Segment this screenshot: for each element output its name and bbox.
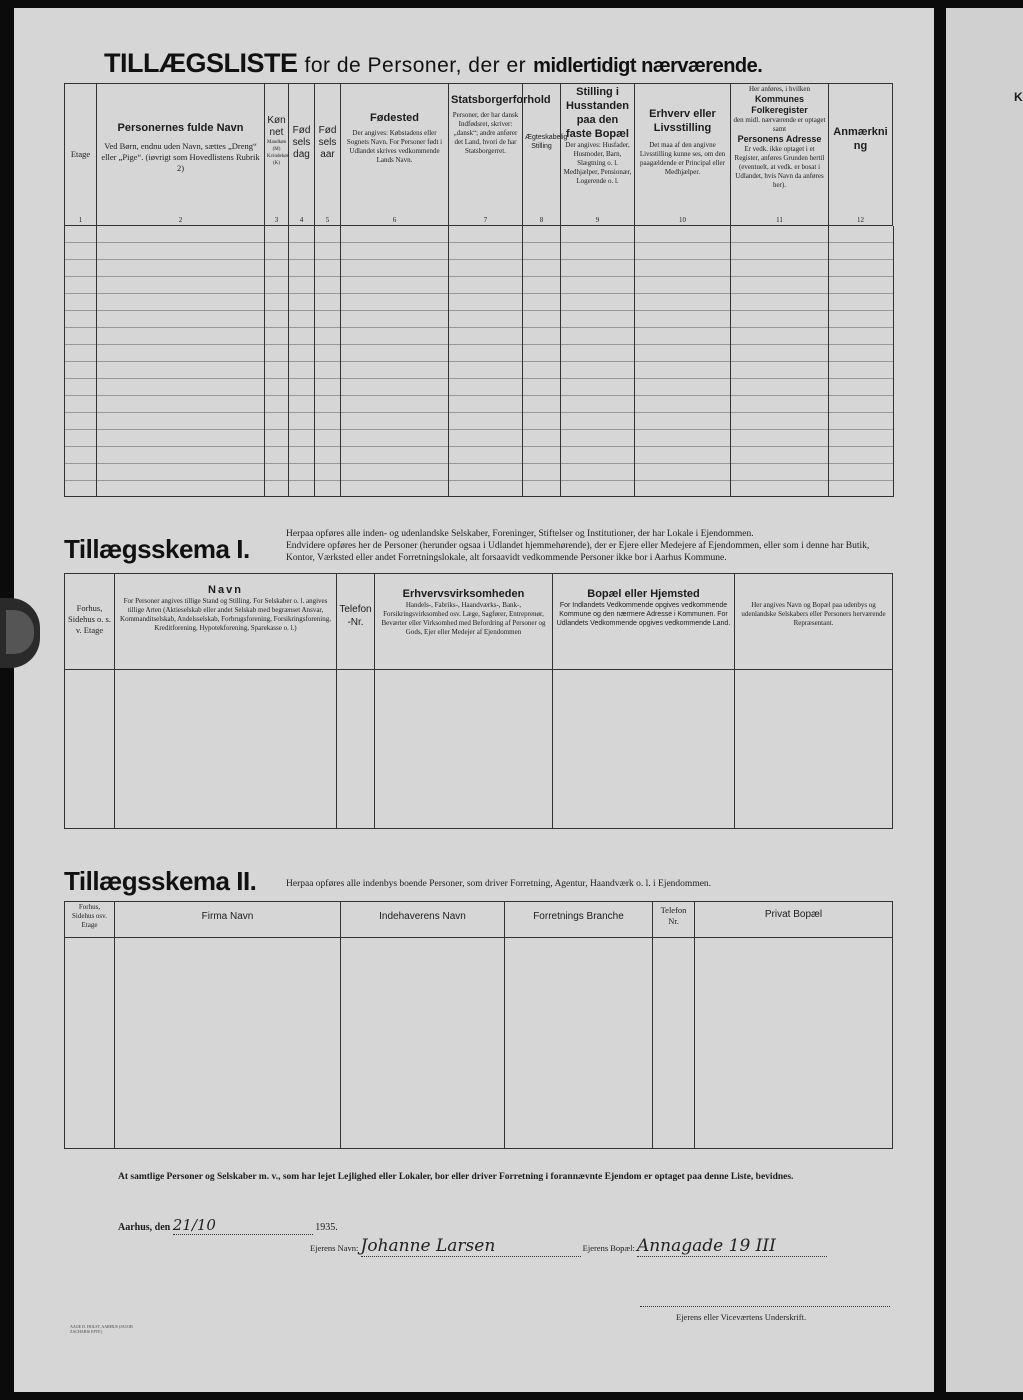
skema2-col-firma-label: Firma Navn xyxy=(201,911,254,922)
skema1-col-bopael-desc: For Indlandets Vedkommende opgives vedkommende Kommune og den nærmere Adresse i Kommunen. For Udlandets Vedkommende opgives vedkommende Land. xyxy=(556,602,731,627)
date-year: 1935. xyxy=(315,1222,338,1233)
skema1-col-floor xyxy=(65,574,115,670)
col-erhverv-label: Erhverv eller Livsstilling xyxy=(649,108,716,134)
col-num-5: 5 xyxy=(325,216,330,224)
col-aegteskab-label: Ægteskabelig Stilling xyxy=(525,134,568,150)
col-statsborger-desc: Personer, der har dansk Indfødsret, skriver: „dansk“; andre anfører det Land, hvori de har Statsborgerret. xyxy=(452,111,519,155)
owner-name-label: Ejerens Navn: xyxy=(310,1243,359,1253)
col-foedested-label: Fødested xyxy=(370,112,419,124)
col-navn-desc: Ved Børn, endnu uden Navn, sættes „Dreng“ eller „Pige“. (iøvrigt som Hovedlistens Rubrik 2) xyxy=(101,141,260,173)
col-husstand-desc: Der angives: Husfader, Husmoder, Barn, Slægtning o. l. Medhjælper, Pensionær, Logerende o. l. xyxy=(563,141,632,185)
col-foedselsaar xyxy=(315,84,341,226)
main-subtitle: for de Personer, der er xyxy=(304,54,527,77)
printer-mark: AAGE D. HOLST, AARHUS (JACOB ZACHARIS EFTF.) xyxy=(70,1324,133,1334)
col-folkeregister xyxy=(731,84,829,226)
col-etage xyxy=(65,84,97,226)
skema2-col-tel-label: Telefon Nr. xyxy=(660,905,687,926)
main-title-word: TILLÆGSLISTE xyxy=(104,48,298,78)
col-koen-label: Kønnet xyxy=(267,115,286,138)
col-statsborger-label: Statsborgerforhold xyxy=(451,94,551,106)
skema2-title: Tillægsskema II. xyxy=(64,866,257,896)
col-koen-desc: Mandkøn (M) Kvindekøn (K) xyxy=(267,140,290,166)
skema1-col-navn-desc: For Personer angives tillige Stand og Stilling. For Selskaber o. l. angives tillige Arten (Aktieselskab eller andet Selskab med begrænset Ansvar, Kommanditselskab, Andelsselskab, Forbrugsforening, Forsikringsforening, Kreditforening, Hypotekforening, Sparekasse o. l.) xyxy=(120,597,331,632)
col-folkeregister-label2: Personens Adresse xyxy=(737,134,822,144)
skema2-col-indehaver xyxy=(341,902,505,938)
skema1-col-erhverv xyxy=(375,574,553,670)
col-foedested-desc: Der angives: Købstadens eller Sognets Navn. For Personer født i Udlandet skrives vedkommende Lands Navn. xyxy=(346,129,443,164)
skema1-col-floor-label: Forhus, Sidehus o. s. v. Etage xyxy=(68,603,111,635)
col-navn xyxy=(97,84,265,226)
skema1-col-erhverv-desc: Handels-, Fabriks-, Haandværks-, Bank-, Forsikringsvirksomhed osv. Læge, Sagfører, Entreprenør, Beværter eller Virksomhed med Befordring af Personer og Gods, Ejer eller Medejer af Ejendommen xyxy=(381,601,546,636)
skema2-col-bopael-label: Privat Bopæl xyxy=(764,909,823,920)
col-foedselsdag xyxy=(289,84,315,226)
col-num-6: 6 xyxy=(392,216,397,224)
signature-label: Ejerens eller Viceværtens Underskrift. xyxy=(676,1312,807,1322)
skema1-col-erhverv-label: Erhvervsvirksomheden xyxy=(402,588,525,600)
col-foedselsdag-label: Fødselsdag xyxy=(292,125,311,160)
col-num-10: 10 xyxy=(679,216,686,224)
adjacent-page-fragment: K xyxy=(1014,90,1023,104)
skema2-col-branche xyxy=(505,902,653,938)
skema1-col-tel xyxy=(337,574,375,670)
col-num-3: 3 xyxy=(274,216,279,224)
date-handwritten: 21/10 xyxy=(173,1216,313,1235)
col-etage-label: Etage xyxy=(70,149,91,159)
skema1-col-bopael-label: Bopæl eller Hjemsted xyxy=(587,588,700,600)
skema1-col-bopael xyxy=(553,574,735,670)
col-erhverv-desc: Det maa af den angivne Livsstilling kunne ses, om den paagældende er Principal eller Medhjælper. xyxy=(639,141,726,176)
col-num-12: 12 xyxy=(857,216,864,224)
col-foedselsaar-label: Fødselsaar xyxy=(318,125,337,160)
col-num-9: 9 xyxy=(595,216,600,224)
col-folkeregister-label: Kommunes Folkeregister xyxy=(751,94,808,115)
skema2-col-indehaver-label: Indehaverens Navn xyxy=(379,911,466,922)
skema2-col-floor xyxy=(65,902,115,938)
skema1-table xyxy=(64,573,893,829)
owner-addr-handwritten: Annagade 19 III xyxy=(637,1236,827,1257)
skema1-title: Tillægsskema I. xyxy=(64,534,250,564)
col-folkeregister-desc-top: Her anføres, i hvilken xyxy=(748,85,811,93)
main-subtitle-bold: midlertidigt nærværende. xyxy=(533,55,763,77)
col-num-7: 7 xyxy=(483,216,488,224)
main-table-col-lines xyxy=(64,226,892,496)
skema1-col-navn-label: Navn xyxy=(208,584,243,596)
col-folkeregister-desc-mid: den midl. nærværende er optaget samt xyxy=(733,116,826,133)
skema1-col-rep xyxy=(735,574,893,670)
col-anmaerkning-label: Anmærkning xyxy=(833,126,888,152)
col-foedested xyxy=(341,84,449,226)
skema2-col-branche-label: Forretnings Branche xyxy=(533,911,624,922)
skema2-col-floor-label: Forhus, Sidehus osv. Etage xyxy=(72,903,107,929)
main-title xyxy=(104,48,762,79)
date-place: Aarhus, den xyxy=(118,1222,171,1233)
skema1-intro xyxy=(286,528,892,564)
skema1-intro-line2: Endvidere opføres her de Personer (herunder ogsaa i Udlandet hjemmehørende), der er Ejere eller Medejere af Ejendommen, eller som i denne har Butik, Kontor, Værksted eller andet Forretningslokale, alt forsaavidt vedkommende Personer ikke bor i Aarhus Kommune. xyxy=(286,541,870,563)
skema1-col-tel-label: Telefon-Nr. xyxy=(339,604,372,628)
col-aegteskab xyxy=(523,84,568,226)
col-folkeregister-desc: Er vedk. ikke optaget i et Register, anføres Grunden hertil (eventuelt, at vedk. er bosat i Udlandet, hvis Navn da anføres her). xyxy=(734,145,825,189)
skema2-col-bopael xyxy=(695,902,893,938)
skema2-intro: Herpaa opføres alle indenbys boende Personer, som driver Forretning, Agentur, Haandværk o. l. i Ejendommen. xyxy=(286,879,712,889)
col-husstand-label: Stilling i Husstanden paa den faste Bopæl xyxy=(566,86,629,140)
skema1-intro-line1: Herpaa opføres alle inden- og udenlandske Selskaber, Foreninger, Stiftelser og Institutioner, der har Lokale i Ejendommen. xyxy=(286,529,754,539)
col-num-2: 2 xyxy=(178,216,183,224)
owner-line xyxy=(310,1236,827,1257)
col-num-8: 8 xyxy=(539,216,544,224)
owner-name-handwritten: Johanne Larsen xyxy=(361,1236,581,1257)
col-num-4: 4 xyxy=(299,216,304,224)
main-table xyxy=(64,83,893,226)
skema2-col-tel xyxy=(653,902,695,938)
date-line xyxy=(118,1216,338,1235)
adjacent-page xyxy=(946,8,1023,1392)
skema2-col-firma xyxy=(115,902,341,938)
skema1-col-navn xyxy=(115,574,337,670)
col-navn-label: Personernes fulde Navn xyxy=(117,122,244,134)
col-num-11: 11 xyxy=(776,216,783,224)
skema1-col-rep-label: Her angives Navn og Bopæl paa udenbys og udenlandske Selskabers eller Personers herværende Repræsentant. xyxy=(741,601,886,627)
col-husstand xyxy=(561,84,635,226)
col-num-1: 1 xyxy=(78,216,83,224)
skema2-table xyxy=(64,901,893,1149)
col-erhverv xyxy=(635,84,731,226)
signature-line xyxy=(640,1306,890,1307)
col-koen xyxy=(265,84,289,226)
col-anmaerkning xyxy=(829,84,893,226)
attestation-text: At samtlige Personer og Selskaber m. v., som har lejet Lejlighed eller Lokaler, bor eller driver Forretning i forannævnte Ejendom er optaget paa denne Liste, bevidnes. xyxy=(118,1172,794,1182)
owner-addr-label: Ejerens Bopæl: xyxy=(582,1243,635,1253)
